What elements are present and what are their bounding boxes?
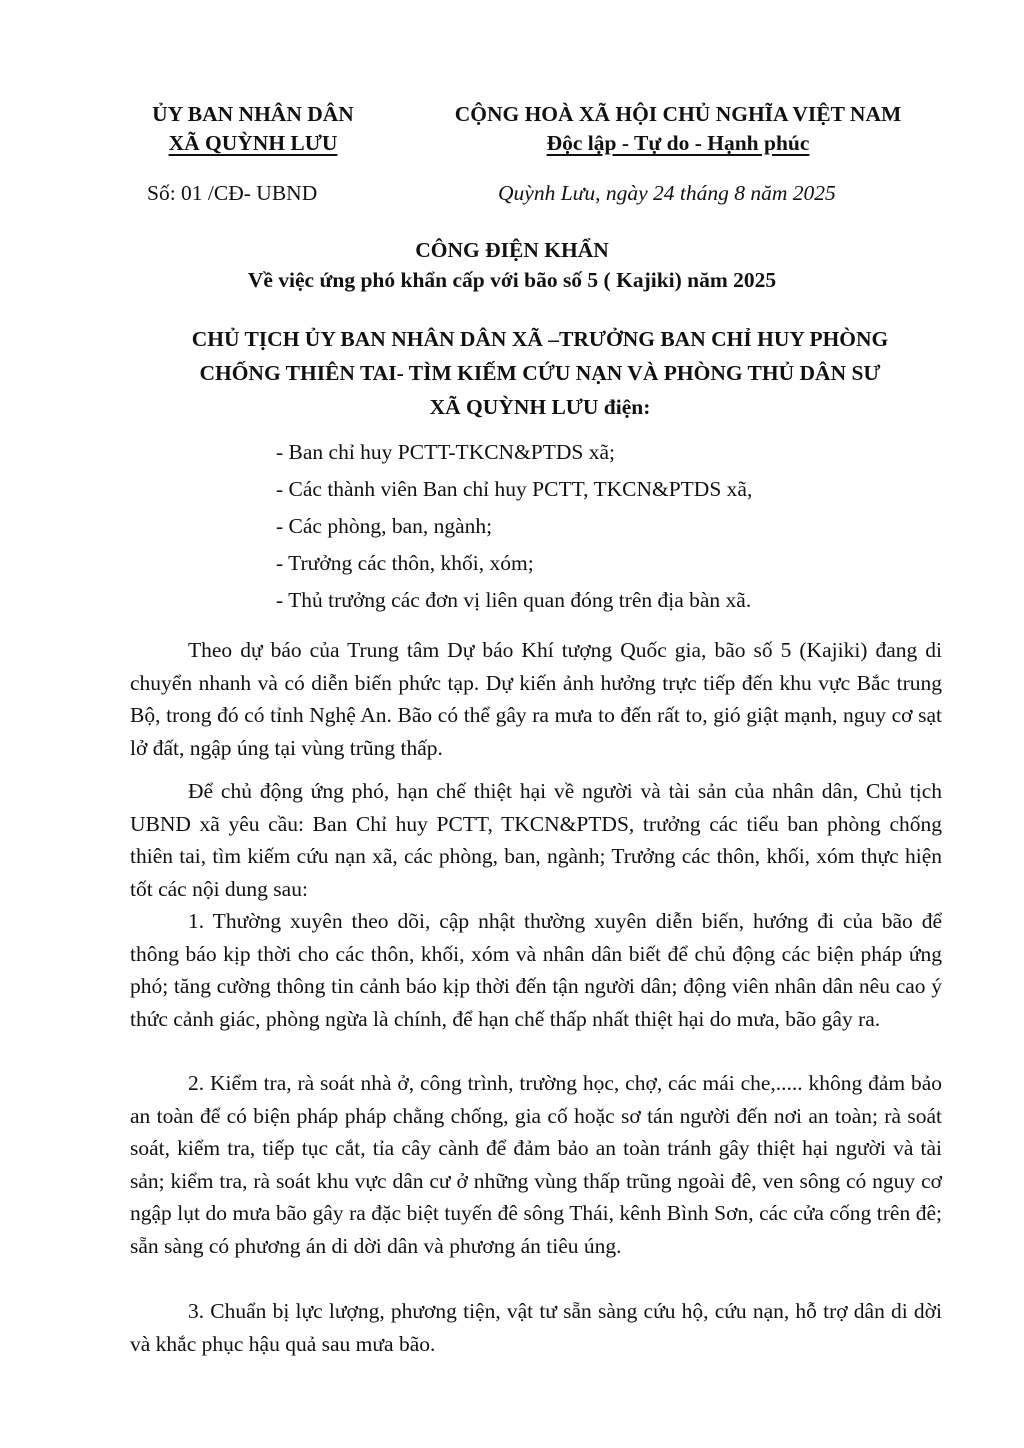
recipient-item: - Các thành viên Ban chỉ huy PCTT, TKCN&PTDS xã, bbox=[276, 477, 753, 501]
nation-motto bbox=[430, 131, 926, 156]
document-title: CÔNG ĐIỆN KHẨN bbox=[415, 238, 609, 262]
body-paragraph-forecast: Theo dự báo của Trung tâm Dự báo Khí tượng Quốc gia, bão số 5 (Kajiki) đang di chuyển nhanh và có diễn biến phức tạp. Dự kiến ảnh hưởng trực tiếp đến khu vực Bắc trung Bộ, trong đó có tỉnh Nghệ An. Bão có thể gây ra mưa to đến rất to, gió giật mạnh, nguy cơ sạt lở đất, ngập úng tại vùng trũng thấp. bbox=[130, 638, 942, 760]
issuer-line2: CHỐNG THIÊN TAI- TÌM KIẾM CỨU NẠN VÀ PHÒNG THỦ DÂN SƯ bbox=[199, 361, 881, 385]
recipient-item: - Các phòng, ban, ngành; bbox=[276, 514, 493, 538]
org-name-line2-text: XÃ QUỲNH LƯU bbox=[168, 131, 338, 155]
nation-motto-text: Độc lập - Tự do - Hạnh phúc bbox=[546, 131, 810, 155]
document-number: Số: 01 /CĐ- UBND bbox=[147, 181, 318, 205]
document-subject: Về việc ứng phó khẩn cấp với bão số 5 ( Kajiki) năm 2025 bbox=[247, 268, 777, 292]
recipient-item: - Trưởng các thôn, khối, xóm; bbox=[276, 551, 534, 575]
body-paragraph-request: Để chủ động ứng phó, hạn chế thiệt hại về người và tài sản của nhân dân, Chủ tịch UBND xã yêu cầu: Ban Chỉ huy PCTT, TKCN&PTDS, trưởng các tiểu ban phòng chống thiên tai, tìm kiếm cứu nạn xã, các phòng, ban, ngành; Trưởng các thôn, khối, xóm thực hiện tốt các nội dung sau: bbox=[130, 779, 942, 901]
issuer-block bbox=[130, 322, 950, 424]
issuer-line3: XÃ QUỲNH LƯU điện: bbox=[429, 395, 651, 419]
issuer-line1: CHỦ TỊCH ỦY BAN NHÂN DÂN XÃ –TRƯỞNG BAN CHỈ HUY PHÒNG bbox=[191, 327, 889, 351]
recipient-item: - Thủ trưởng các đơn vị liên quan đóng trên địa bàn xã. bbox=[276, 588, 752, 612]
body-paragraph-item-2: 2. Kiểm tra, rà soát nhà ở, công trình, trường học, chợ, các mái che,..... không đảm bảo an toàn để có biện pháp pháp chằng chống, gia cố hoặc sơ tán người đến nơi an toàn; rà soát soát, kiểm tra, tiếp tục cắt, tỉa cây cành để đảm bảo an toàn tránh gây thiệt hại người và tài sản; kiểm tra, rà soát khu vực dân cư ở những vùng thấp trũng ngoài đê, ven sông có nguy cơ ngập lụt do mưa bão gây ra đặc biệt tuyến đê sông Thái, kênh Bình Sơn, các cửa cống trên đê; sẵn sàng có phương án di dời dân và phương án tiêu úng. bbox=[130, 1071, 942, 1258]
body-paragraph-item-1: 1. Thường xuyên theo dõi, cập nhật thường xuyên diễn biến, hướng đi của bão để thông báo kịp thời cho các thôn, khối, xóm và nhân dân biết để chủ động các biện pháp ứng phó; tăng cường thông tin cảnh báo kịp thời đến tận người dân; động viên nhân dân nêu cao ý thức cảnh giác, phòng ngừa là chính, để hạn chế thấp nhất thiệt hại do mưa, bão gây ra. bbox=[130, 909, 942, 1031]
recipient-item: - Ban chỉ huy PCTT-TKCN&PTDS xã; bbox=[276, 440, 616, 464]
place-date: Quỳnh Lưu, ngày 24 tháng 8 năm 2025 bbox=[498, 181, 836, 205]
org-name-line2 bbox=[118, 131, 388, 156]
org-name-line1: ỦY BAN NHÂN DÂN bbox=[152, 102, 354, 126]
nation-name: CỘNG HOÀ XÃ HỘI CHỦ NGHĨA VIỆT NAM bbox=[454, 102, 902, 126]
body-paragraph-item-3: 3. Chuẩn bị lực lượng, phương tiện, vật tư sẵn sàng cứu hộ, cứu nạn, hỗ trợ dân di dời và khắc phục hậu quả sau mưa bão. bbox=[130, 1299, 942, 1356]
